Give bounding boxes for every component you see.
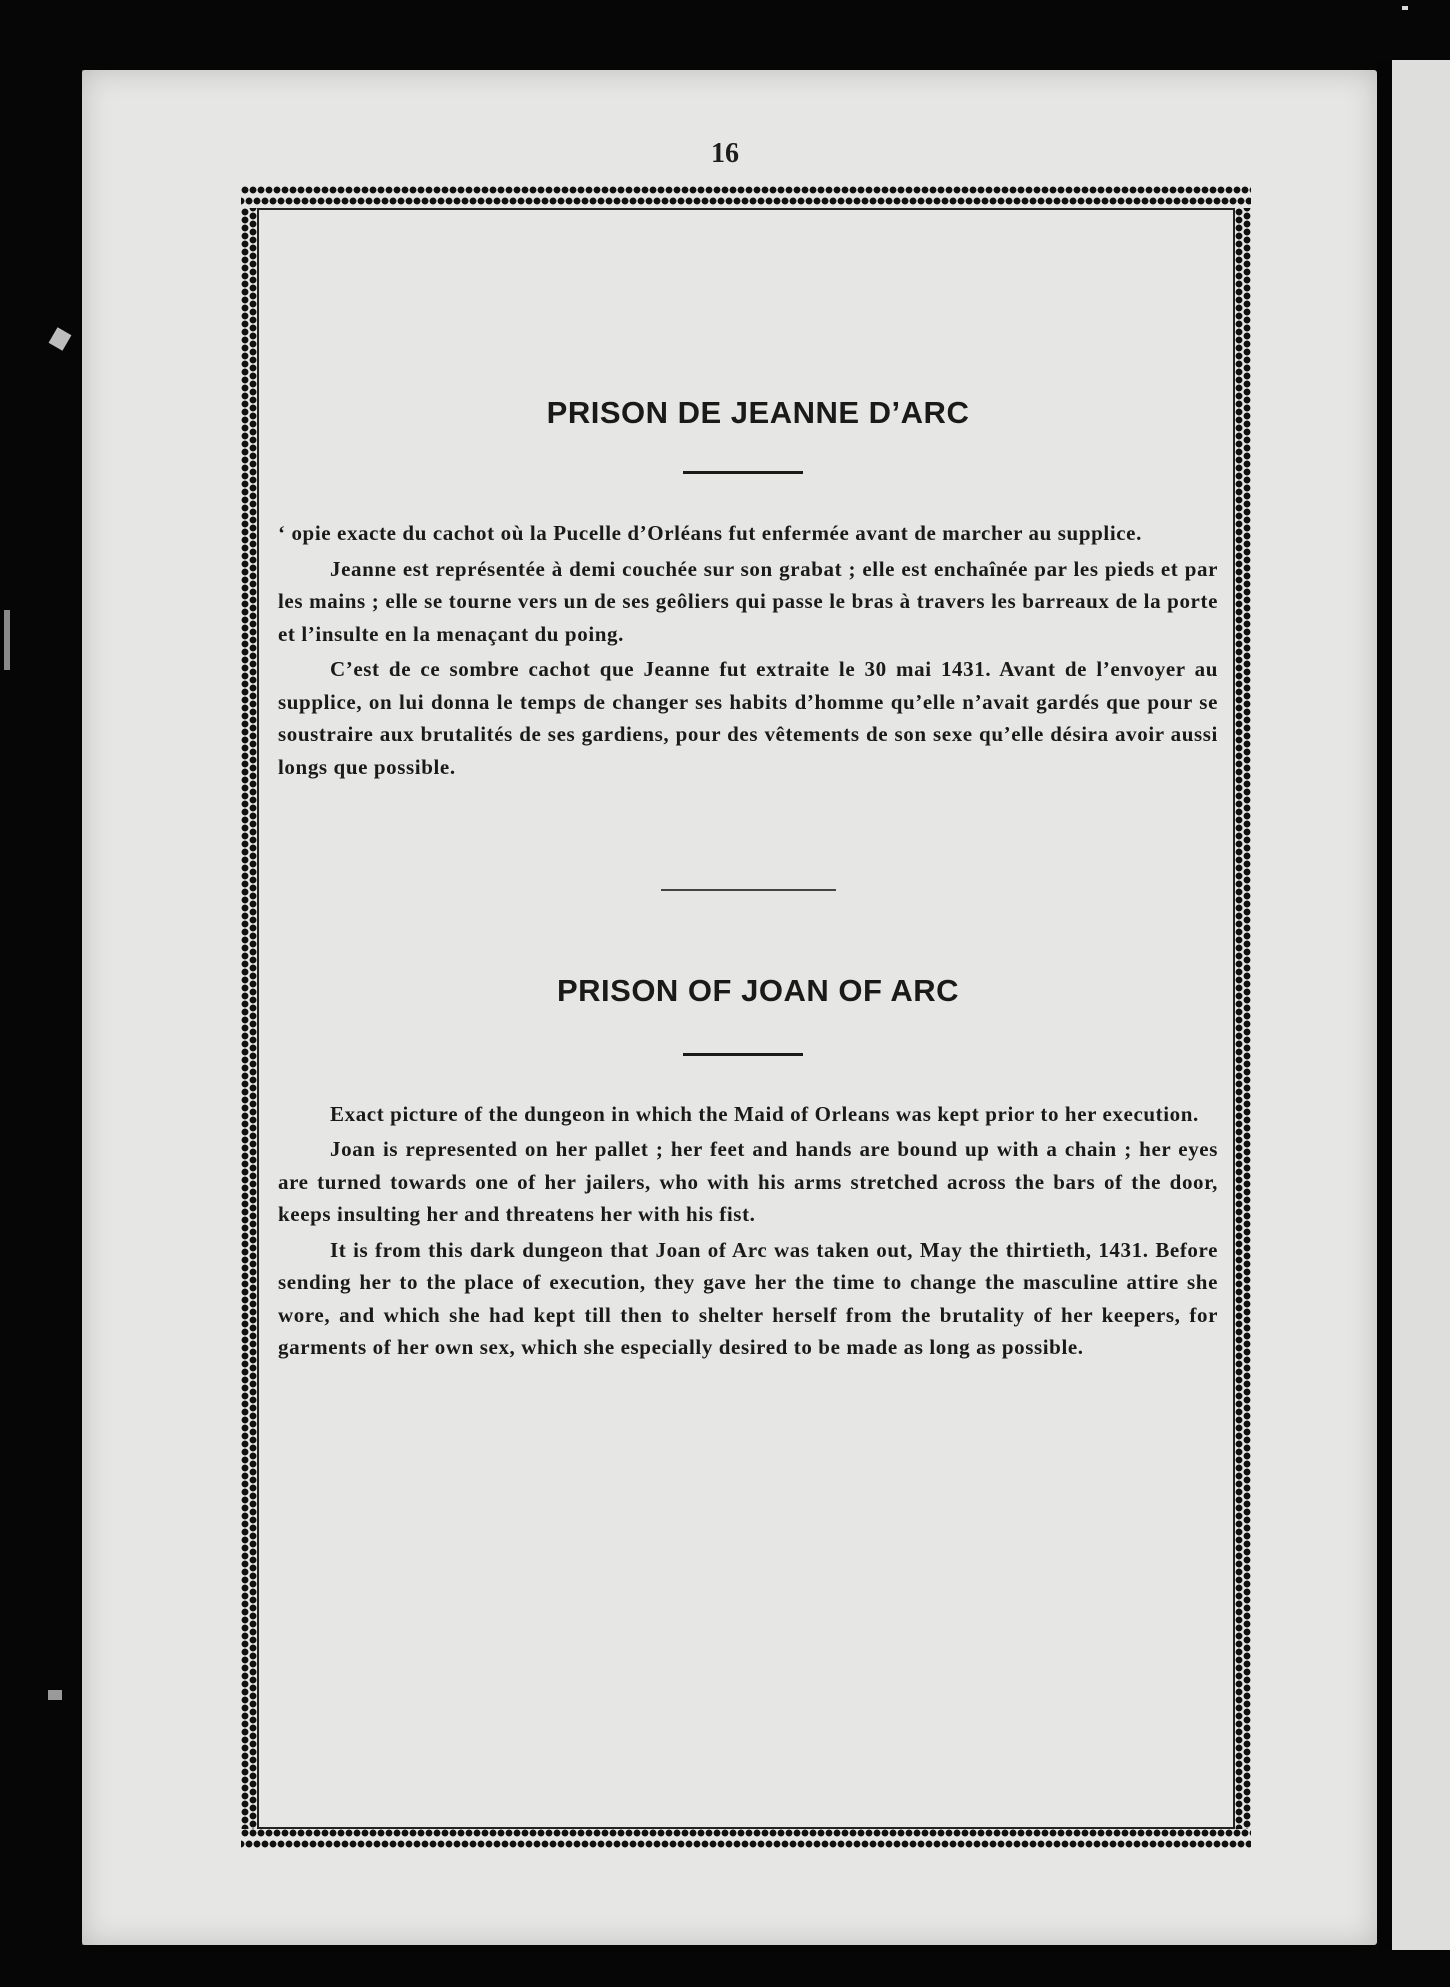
french-paragraph: ‘ opie exacte du cachot où la Pucelle d’Orléans fut enfermée avant de marcher au supplice. [278, 521, 1142, 545]
facing-page [1392, 60, 1450, 1950]
border-left [241, 208, 257, 1829]
dust-speck [4, 610, 10, 670]
page-content [278, 395, 1218, 1364]
dust-speck [48, 1690, 62, 1700]
border-right [1235, 208, 1251, 1829]
border-top [241, 186, 1251, 208]
french-title: PRISON DE JEANNE D’ARC [546, 395, 970, 430]
french-paragraph: Jeanne est représentée à demi couchée sur son grabat ; elle est enchaînée par les pieds et par les mains ; elle se tourne vers un de ses geôliers qui passe le bras à travers les barreaux de la porte et l’insulte en la menaçant du poing. [278, 556, 1218, 646]
english-paragraph: It is from this dark dungeon that Joan of Arc was taken out, May the thirtieth, 1431. Before sending her to the place of execution, they gave her the time to change the masculine attire she wore, and which she had kept till then to shelter herself from the brutality of her keepers, for garments of her own sex, which she especially desired to be made as long as possible. [278, 1237, 1218, 1359]
title-rule [683, 1053, 803, 1056]
section-divider [661, 889, 836, 891]
gutter-shadow [1377, 60, 1392, 1950]
border-bottom [241, 1829, 1251, 1851]
title-rule [683, 471, 803, 474]
english-title: PRISON OF JOAN OF ARC [556, 972, 960, 1008]
page-number: 16 [711, 138, 739, 169]
english-paragraph: Exact picture of the dungeon in which the Maid of Orleans was kept prior to her execution. [330, 1101, 1199, 1126]
english-paragraph: Joan is represented on her pallet ; her feet and hands are bound up with a chain ; her eyes are turned towards one of her jailers, who with his arms stretched across the bars of the door, keeps insulting her and threatens her with his fist. [278, 1137, 1218, 1226]
dust-speck [49, 327, 72, 351]
dust-speck [1402, 6, 1408, 10]
french-paragraph: C’est de ce sombre cachot que Jeanne fut extraite le 30 mai 1431. Avant de l’envoyer au supplice, on lui donna le temps de changer ses habits d’homme qu’elle n’avait gardés que pour se soustraire aux brutalités de ses gardiens, pour des vêtements de son sexe qu’elle désira avoir aussi longs que possible. [278, 657, 1218, 779]
